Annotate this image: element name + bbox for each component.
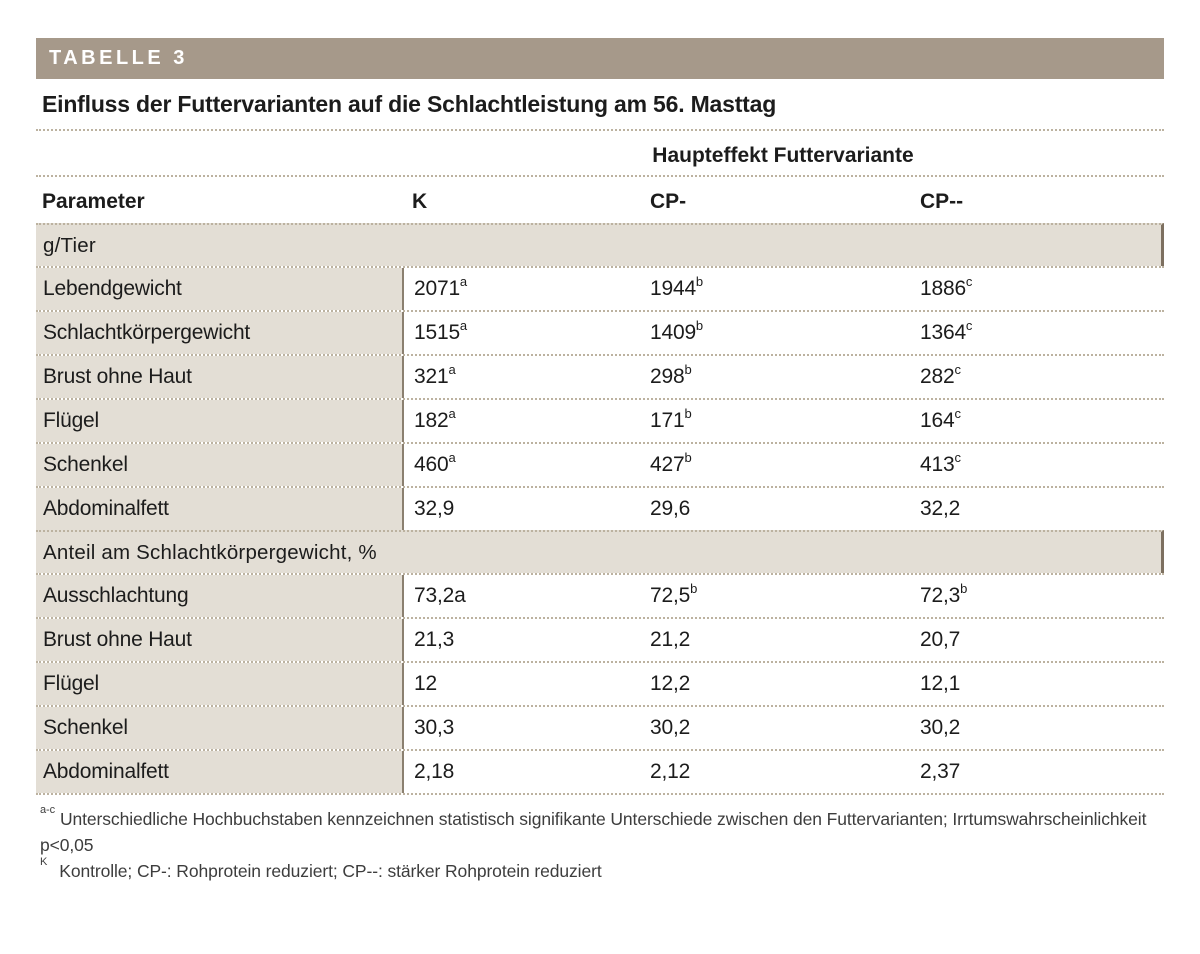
- section-header-row: [36, 530, 1164, 573]
- group-header-label: Haupteffekt Futtervariante: [652, 144, 914, 167]
- value-cell: 20,7: [920, 628, 961, 651]
- table-row: [36, 486, 1164, 530]
- value-cell: 2071 $^a$: [402, 268, 640, 310]
- value-cell: 12,2: [650, 672, 691, 695]
- table-row: [36, 310, 1164, 354]
- value-cell: 29,6: [650, 497, 691, 520]
- value-cell: 72,3 $^b$: [920, 581, 968, 607]
- column-header-cp1: CP-: [650, 190, 687, 213]
- table-row: [36, 749, 1164, 793]
- value-cell: 32,9: [402, 488, 640, 530]
- column-header-row: [36, 175, 1164, 223]
- value-cell: 12,1: [920, 672, 961, 695]
- article-table: [36, 38, 1164, 884]
- section-header-label: Anteil am Schlachtkörpergewicht, %: [43, 540, 377, 564]
- table-row: [36, 442, 1164, 486]
- footnotes: [36, 806, 1164, 884]
- value-cell: 30,3: [402, 707, 640, 749]
- value-cell: 21,3: [402, 619, 640, 661]
- value-cell: 1515 $^a$: [402, 312, 640, 354]
- value-cell: 2,18: [402, 751, 640, 793]
- column-header-cp2: CP--: [920, 190, 964, 213]
- footnote-text: Unterschiedliche Hochbuchstaben kennzeichnen statistisch signifikante Unterschiede zwischen den Futtervarianten; Irrtumswahrscheinlichkeit p<0,05: [40, 809, 1147, 855]
- value-cell: 1409 $^b$: [650, 318, 704, 344]
- value-cell: 21,2: [650, 628, 691, 651]
- param-cell: Flügel: [36, 400, 402, 442]
- footnote-sup: K: [40, 856, 48, 869]
- value-cell: 171 $^b$: [650, 406, 692, 432]
- param-cell: Schenkel: [36, 707, 402, 749]
- value-cell: 182 $^a$: [402, 400, 640, 442]
- value-cell: 12: [402, 663, 640, 705]
- value-cell: 2,37: [920, 760, 961, 783]
- value-cell: 413 $^c$: [920, 450, 961, 476]
- value-cell: 1944 $^b$: [650, 274, 704, 300]
- param-cell: Abdominalfett: [36, 488, 402, 530]
- value-cell: 1364 $^c$: [920, 318, 973, 344]
- value-cell: 72,5 $^b$: [650, 581, 698, 607]
- param-cell: Abdominalfett: [36, 751, 402, 793]
- param-cell: Schenkel: [36, 444, 402, 486]
- param-cell: Flügel: [36, 663, 402, 705]
- value-cell: 30,2: [920, 716, 961, 739]
- column-header-parameter: Parameter: [42, 190, 145, 213]
- footnote-sup: a-c: [40, 804, 55, 817]
- table-row: [36, 705, 1164, 749]
- table-row: [36, 617, 1164, 661]
- footnote: [40, 858, 1164, 884]
- value-cell: 1886 $^c$: [920, 274, 973, 300]
- table-tag-bar: [36, 38, 1164, 79]
- section-header-label: g/Tier: [43, 233, 96, 257]
- value-cell: 2,12: [650, 760, 691, 783]
- param-cell: Lebendgewicht: [36, 268, 402, 310]
- value-cell: 32,2: [920, 497, 961, 520]
- table-row: [36, 354, 1164, 398]
- column-header-k: K: [412, 190, 428, 213]
- table-row: [36, 398, 1164, 442]
- param-cell: Brust ohne Haut: [36, 356, 402, 398]
- value-cell: 73,2a: [402, 575, 640, 617]
- value-cell: 321 $^a$: [402, 356, 640, 398]
- table-title: Einfluss der Futtervarianten auf die Schlachtleistung am 56. Masttag: [42, 91, 777, 117]
- footnote-text: Kontrolle; CP-: Rohprotein reduziert; CP--: stärker Rohprotein reduziert: [59, 861, 602, 881]
- data-table: [36, 129, 1164, 795]
- table-body: [36, 223, 1164, 795]
- param-cell: Brust ohne Haut: [36, 619, 402, 661]
- table-row: [36, 661, 1164, 705]
- param-cell: Ausschlachtung: [36, 575, 402, 617]
- section-header-row: [36, 223, 1164, 266]
- value-cell: 460 $^a$: [402, 444, 640, 486]
- footnote: [40, 806, 1164, 858]
- table-row: [36, 573, 1164, 617]
- value-cell: 282 $^c$: [920, 362, 961, 388]
- value-cell: 164 $^c$: [920, 406, 961, 432]
- table-row: [36, 266, 1164, 310]
- table-tag-label: TABELLE 3: [49, 47, 188, 69]
- group-header-row: [36, 129, 1164, 175]
- value-cell: 427 $^b$: [650, 450, 692, 476]
- value-cell: 298 $^b$: [650, 362, 692, 388]
- value-cell: 30,2: [650, 716, 691, 739]
- param-cell: Schlachtkörpergewicht: [36, 312, 402, 354]
